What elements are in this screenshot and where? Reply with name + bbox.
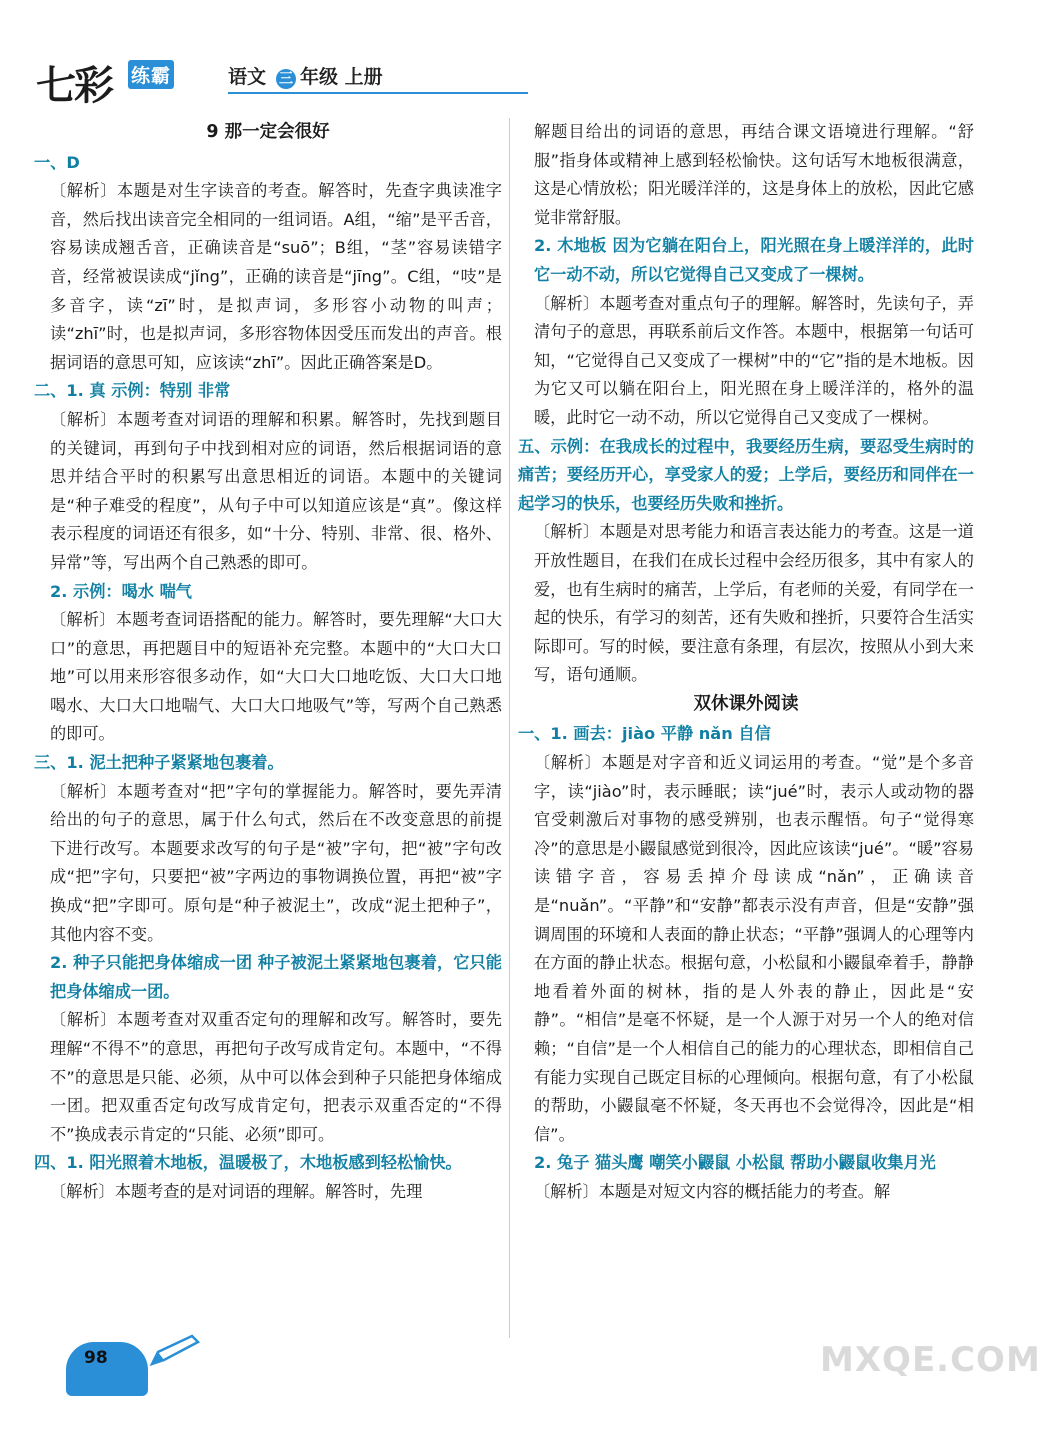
- answer-line: 2. 木地板 因为它躺在阳台上，阳光照在身上暖洋洋的，此时它一动不动，所以它觉得自己又变成了一棵树。: [534, 236, 974, 284]
- answer-line: 四、1. 阳光照着木地板，温暖极了，木地板感到轻松愉快。: [34, 1153, 462, 1173]
- explanation-paragraph: 〔解析〕本题是对思考能力和语言表达能力的考查。这是一道开放性题目，在我们在成长过程中会经历很多，其中有家人的爱，也有生病时的痛苦，上学后，有老师的关爱，有同学在一起的快乐，有学习的刻苦，还有失败和挫折，只要符合生活实际即可。写的时候，要注意有条理，有层次，按照从小到大来写，语句通顺。: [534, 522, 974, 685]
- grade-number-badge: 三: [276, 69, 296, 89]
- answer-line: 2. 种子只能把身体缩成一团 种子被泥土紧紧地包裹着，它只能把身体缩成一团。: [50, 953, 502, 1001]
- page-header: [28, 52, 508, 109]
- explanation-paragraph: 〔解析〕本题考查对重点句子的理解。解答时，先读句子，弄清句子的意思，再联系前后文作答。本题中，根据第一句话可知，“它觉得自己又变成了一棵树”中的“它”指的是木地板。因为它又可以躺在阳台上，阳光照在身上暖洋洋的，格外的温暖，此时它一动不动，所以它觉得自己又变成了一棵树。: [534, 293, 974, 427]
- explanation-paragraph: 〔解析〕本题是对短文内容的概括能力的考查。解: [534, 1181, 891, 1201]
- explanation-paragraph: 〔解析〕本题是对生字读音的考查。解答时，先查字典读准字音，然后找出读音完全相同的一组词语。A组，“缩”是平舌音，容易读成翘舌音，正确读音是“suō”；B组，“茎”容易读错字音，经常被误读成“jǐng”，正确的读音是“jīng”。C组，“吱”是多音字，读“zī”时，是拟声词，多形容小动物的叫声；读“zhī”时，也是拟声词，多形容物体因受压而发出的声音。根据词语的意思可知，应该读“zhī”。因此正确答案是D。: [50, 181, 502, 372]
- answer-line: 2. 兔子 猫头鹰 嘲笑小鼹鼠 小松鼠 帮助小鼹鼠收集月光: [534, 1153, 936, 1173]
- watermark: MXQE.COM: [820, 1340, 1041, 1380]
- grade-label: 年级 上册: [300, 66, 383, 88]
- right-column: [518, 118, 974, 1207]
- answer-line: 一、1. 画去：jiào 平静 nǎn 自信: [518, 724, 771, 744]
- header-rule: [228, 92, 528, 94]
- page-footer: [44, 1330, 184, 1400]
- explanation-paragraph: 解题目给出的词语的意思，再结合课文语境进行理解。“舒服”指身体或精神上感到轻松愉快。这句话写木地板很满意，这是心情放松；阳光暖洋洋的，这是身体上的放松，因此它感觉非常舒服。: [534, 122, 974, 227]
- lesson-title: 9 那一定会很好: [206, 122, 330, 142]
- answer-line: 五、示例：在我成长的过程中，我要经历生病，要忍受生病时的痛苦；要经历开心，享受家人的爱；上学后，要经历和同伴在一起学习的快乐，也要经历失败和挫折。: [518, 436, 974, 513]
- answer-line: 三、1. 泥土把种子紧紧地包裹着。: [34, 753, 284, 773]
- pencil-icon: [148, 1334, 204, 1368]
- brand-main: 七彩: [36, 62, 112, 109]
- explanation-paragraph: 〔解析〕本题考查对“把”字句的掌握能力。解答时，要先弄清给出的句子的意思，属于什么句式，然后在不改变意思的前提下进行改写。本题要求改写的句子是“被”字句，把“被”字句改成“把”字句，只要把“被”字两边的事物调换位置，再把“被”字换成“把”字即可。原句是“种子被泥土”，改成“泥土把种子”，其他内容不变。: [50, 781, 502, 944]
- explanation-paragraph: 〔解析〕本题考查对双重否定句的理解和改写。解答时，要先理解“不得不”的意思，再把句子改写成肯定句。本题中，“不得不”的意思是只能、必须，从中可以体会到种子只能把身体缩成一团。把双重否定句改写成肯定句，把表示双重否定的“不得不”换成表示肯定的“只能、必须”即可。: [50, 1010, 502, 1144]
- explanation-paragraph: 〔解析〕本题考查的是对词语的理解。解答时，先理: [50, 1181, 423, 1201]
- book-logo: [28, 52, 238, 109]
- explanation-paragraph: 〔解析〕本题考查词语搭配的能力。解答时，要先理解“大口大口”的意思，再把题目中的短语补充完整。本题中的“大口大口地”可以用来形容很多动作，如“大口大口地吃饭、大口大口地喝水、大口大口地喘气、大口大口地吸气”等，写两个自己熟悉的即可。: [50, 610, 502, 744]
- column-divider: [509, 118, 510, 1338]
- answer-line: 一、D: [34, 152, 80, 172]
- book-meta: [228, 62, 383, 89]
- answer-line: 二、1. 真 示例：特别 非常: [34, 381, 231, 401]
- page-number: 98: [84, 1348, 108, 1368]
- explanation-paragraph: 〔解析〕本题考查对词语的理解和积累。解答时，先找到题目的关键词，再到句子中找到相对应的词语，然后根据词语的意思并结合平时的积累写出意思相近的词语。本题中的关键词是“种子难受的程度”，从句子中可以知道应该是“真”。像这样表示程度的词语还有很多，如“十分、特别、非常、很、格外、异常”等，写出两个自己熟悉的即可。: [50, 409, 502, 572]
- brand-sub: 练霸: [128, 60, 174, 89]
- left-column: [34, 118, 502, 1207]
- answer-line: 2. 示例：喝水 喘气: [50, 581, 192, 601]
- section-title: 双休课外阅读: [693, 693, 799, 714]
- subject-label: 语文: [228, 66, 267, 88]
- explanation-paragraph: 〔解析〕本题是对字音和近义词运用的考查。“觉”是个多音字，读“jiào”时，表示睡眠；读“jué”时，表示人或动物的器官受刺激后对事物的感受辨别，也表示醒悟。句子“觉得寒冷”的意思是小鼹鼠感觉到很冷，因此应该读“jué”。“暖”容易读错字音，容易丢掉介母读成“nǎn”，正确读音是“nuǎn”。“平静”和“安静”都表示没有声音，但是“安静”强调周围的环境和人表面的静止状态；“平静”强调人的心理等内在方面的静止状态。根据句意，小松鼠和小鼹鼠牵着手，静静地看着外面的树林，指的是人外表的静止，因此是“安静”。“相信”是毫不怀疑，是一个人源于对另一个人的绝对信赖；“自信”是一个人相信自己的能力的心理状态，即相信自己有能力实现自己既定目标的心理倾向。根据句意，有了小松鼠的帮助，小鼹鼠毫不怀疑，冬天再也不会觉得冷，因此是“相信”。: [534, 753, 974, 1144]
